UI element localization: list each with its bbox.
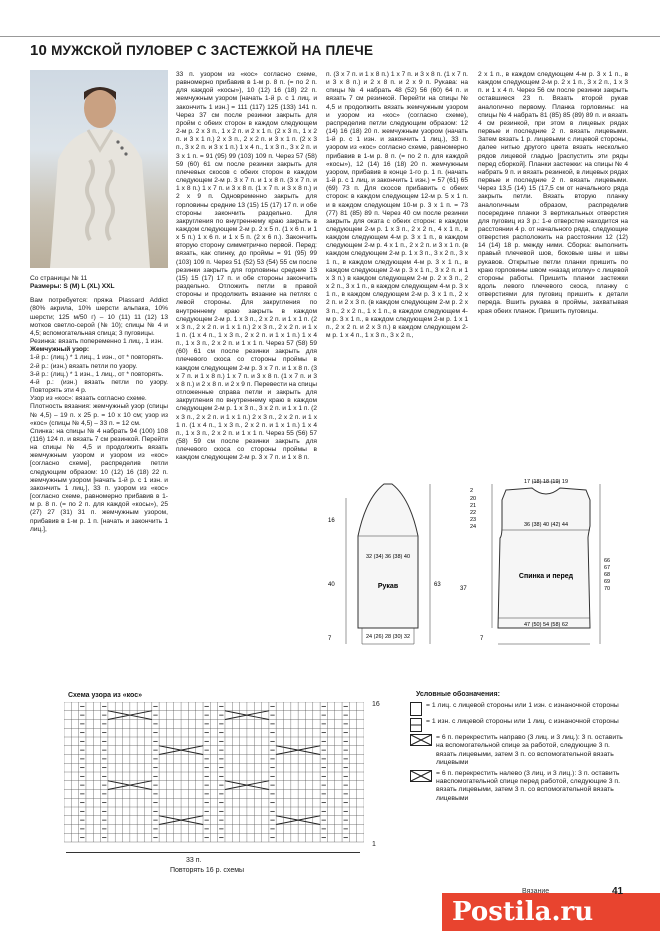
sleeve-dim: 7 — [328, 636, 332, 642]
body-label: Спинка и перед — [518, 573, 574, 580]
column-4: 2 х 1 п., в каждом следующем 4-м р. 3 х 1 п., в каждом следующем 2-м р. 2 х 1 п., 3 х 2 п., 1 х 3 п. и 1 х 4 п. Через 56 см после резинки закрыть оставшиеся 23 п. Вязать второй рукав аналогично первому. Планка горловины: на спицы № 4 набрать 81 (85) 85 (89) 89 п. и вязать 4 см резинкой, при этом в лицевых рядах первые и последние 2 п. вязать лицевыми. Затем вязать 1 р. лицевыми с лицевой стороны, далее нитью другого цвета вязать несколько рядов лицевой гладью [распустить эти ряды перед сборкой]. Планки застежки: на спицы № 4 набрать 9 п. и вязать резинкой, в лицевых рядах первые и последние 2 п. вязать лицевыми. Через 13,5 (14) 15 (17,5 см от начального ряда закрыть петли. Вязать вторую планку аналогичным образом, распределив посередине планки 3 вертикальных отверстия для пуговиц из 3 р.: 1-е отверстие находится на расстоянии 4 р. от начального ряда, следующие отверстия расположить на расстоянии 12 (12) 14 (14) 18 р. между ними. Сборка: выполнить правый плечевой шов, боковые швы и швы рукавов. Открытые петли планки пришить по краю горловины швом «назад иголку» с лицевой стороны работы. Пришить планки застежки вдоль левого плечевого скоса, планку с отверстиями для пуговиц пришить к детали переда. Вшить рукава в проймы, захватывая края обеих планок. Пришить пуговицы. — [478, 71, 628, 315]
knit-symbol-icon — [410, 702, 422, 716]
legend-item: = 1 лиц. с лицевой стороны или 1 изн. с изнаночной стороны — [410, 702, 630, 716]
column-2: 33 п. узором из «кос» согласно схеме, равномерно прибавив в 1-м р. 8 п. (= по 2 п. для каждой «косы»), 10 (12) 16 (18) 22 п. жемчужным узором [начать 1-й р. с 1 лиц. и закончить 1 изн.] = 111 (117) 125 (133) 141 п. Через 37 см после резинки закрыть для пройм с обеих сторон в каждом следующем 2-м р. 2 х 3 п., 1 х 2 п. и 2 х 1 п. (2 х 3 п., 1 х 2 п. и 3 х 1 п.) 2 х 3 п., 2 х 2 п. и 3 х 1 п. (2 х 3 п., 3 х 2 п. и 3 х 1 п.) 1 х 4 п., 1 х 3 п., 3 х 2 п. и 3 х 1 п. = 91 (95) 99 (103) 109 п. Через 57 (58) 59 (60) 61 см после резинки закрыть для плечевых скосов с обеих сторон в каждом следующем 2-м р. 3 х 7 п. и 1 х 8 п. (3 х 7 п. и 1 х 8 п.) 1 х 7 п. и 3 х 8 п. (1 х 7 п. и 3 х 8 п.) и 2 х 9 п. Одновременно закрыть для горловины средние 13 (15) 15 (17) 17 п. и обе стороны закончить раздельно. Для закругления по внутреннему краю закрыть в каждом следующем 2-м р. 2 х 5 п. (1 х 6 п. и 1 х 5 п.) 1 х 6 п. и 1 х 5 п. (2 х 6 п.). Закончить вторую сторону симметрично первой. Перед: вязать, как спинку, до проймы = 91 (95) 99 (103) 109 п. Через 51 (52) 53 (54) 55 см после резинки закрыть для горловины средние 13 (15) 15 (17) 17 п. и обе стороны закончить раздельно. Отложить петли в правой стороны и продолжить вязание на петлях с левой стороны. Для закругления по внутреннему краю закрыть в каждом следующем 2-м р. 1 х 3 п., 2 х 2 п. и 1 х 1 п. (2 х 3 п., 2 х 2 п. и 1 х 1 п.) 2 х 3 п., 2 х 2 п. и 1 х 1 п. (1 х 4 п., 1 х 3 п., 2 х 2 п. и 1 х 1 п.) 1 х 4 п., 1 х 3 п., 2 х 2 п. и 1 х 1 п. Через 57 (58) 59 (60) 61 см после резинки закрыть для плечевого скоса со стороны проймы в каждом следующем 2-м р. 3 х 7 п. и 1 х 8 п. (3 х 7 п. и 1 х 8 п.) 1 х 7 п. и 3 х 8 п. (1 х 7 п. и 3 х 8 п.) и 2 х 8 п. и 2 х 9 п. Перевести на спицы отложенные справа петли и закрыть для закругления по внутреннему краю в каждом следующем 2-м р. 1 х 3 п., 3 х 2 п. и 1 х 1 п. (2 х 3 п., 2 х 2 п. и 1 х 1 п.) 2 х 3 п., 2 х 2 п. и 1 х 1 п. (1 х 4 п., 1 х 3 п., 2 х 2 п. и 1 х 1 п.) 1 х 4 п., 1 х 3 п., 2 х 2 п. и 1 х 1 п. Через 55 (56) 57 (58) 59 см после резинки закрыть для плечевого скоса со стороны проймы в каждом следующем 2-м р. 3 х 7 п. и 1 х 8 п. — [176, 71, 317, 462]
chart-stitches: 33 п. — [186, 857, 202, 864]
body-dim: 23 — [470, 517, 477, 523]
chart-width-rule — [66, 852, 360, 853]
sleeve-dim: 16 — [328, 518, 335, 524]
purl-symbol-icon — [410, 718, 422, 732]
body-dim: 21 — [470, 503, 477, 509]
legend-title: Условные обозначения: — [416, 691, 500, 698]
page-title: 10 МУЖСКОЙ ПУЛОВЕР С ЗАСТЕЖКОЙ НА ПЛЕЧЕ — [30, 42, 374, 59]
cable-left-icon — [410, 770, 432, 782]
body-dim: 37 — [460, 586, 467, 592]
legend-item: = 1 изн. с лицевой стороны или 1 лиц. с изнаночной стороны — [410, 718, 630, 732]
sleeve-label: Рукав — [377, 583, 399, 590]
body-diagram — [452, 478, 632, 658]
chart-grid — [64, 702, 364, 842]
sleeve-diagram — [322, 478, 452, 658]
cable-right-icon — [410, 734, 432, 746]
legend — [410, 702, 630, 803]
body-dim: 24 — [470, 524, 477, 530]
body-dim: 70 — [604, 586, 611, 592]
body-dim: 17 (18) 18 (19) 19 — [523, 479, 569, 486]
model-photo — [30, 70, 168, 268]
body-dim: 66 — [604, 558, 611, 564]
body-dim: 47 (50) 54 (58) 62 — [523, 622, 569, 628]
body-dim: 67 — [604, 565, 611, 571]
chart-repeat: Повторять 16 р. схемы — [170, 867, 245, 874]
sleeve-dim: 40 — [328, 582, 335, 588]
body-dim: 69 — [604, 579, 611, 585]
page-number: 41 — [612, 886, 624, 897]
cable-chart — [64, 702, 364, 852]
magazine-name: Вязание — [522, 888, 550, 895]
sleeve-dim: 63 — [434, 582, 441, 588]
chart-row-bottom: 1 — [372, 841, 376, 848]
body-dim: 36 (38) 40 (42) 44 — [523, 522, 569, 528]
column-1: Со страницы № 11 Размеры: S (M) L (XL) XXL Вам потребуется: пряжа Plassard Addict (80% акрила, 10% шерсти альпака, 10% шерсти; 125 м/50 г) – 10 (11) 11 (12) 13 мотков светло-серой (№ 10); спицы № 4 и 4,5; вспомогательная спица; 3 пуговицы. Резинка: вязать попеременно 1 лиц., 1 изн. Жемчужный узор: 1-й р.: (лиц.) * 1 лиц., 1 изн., от * повторять. 2-й р.: (изн.) вязать петли по узору. 3-й р.: (лиц.) * 1 изн., 1 лиц., от * повторять. 4-й р.: (изн.) вязать петли по узору. Повторять эти 4 р. Узор из «кос»: вязать согласно схеме. Плотность вязания: жемчужный узор (спицы № 4,5) – 19 п. х 25 р. = 10 х 10 см; узор из «кос» (спицы № 4,5) – 33 п. = 12 см. Спинка: на спицы № 4 набрать 94 (100) 108 (116) 124 п. и вязать 7 см резинкой. Перейти на спицы № 4,5 и продолжить вязать жемчужным узором и узором из «кос» [согласно схеме], распределив петли следующим образом: 10 (12) 16 (18) 22 п. жемчужным узором [начать 1-й р. с 1 изн. и закончить 1 лиц.], 33 п. узором из «кос» [согласно схеме, равномерно прибавив в 1-м р. 8 п. (= по 2 п. для каждой «косы»), 25 (27) 27 (31) 31 п. жемчужным узором, прибавив в 1-м р. 1 п. [начать и закончить 1 лиц.], — [30, 275, 168, 533]
legend-item: = 6 п. перекрестить направо (3 лиц. и 3 лиц.): 3 п. оставить на вспомогательной спице за работой, следующие 3 п. вязать лицевыми, затем 3 п. со вспомогательной вязать лицевыми — [410, 734, 630, 768]
body-dim: 7 — [480, 636, 484, 642]
top-rule — [0, 36, 660, 37]
column-3: п. (3 х 7 п. и 1 х 8 п.) 1 х 7 п. и 3 х 8 п. (1 х 7 п. и 3 х 8 п.) и 2 х 8 п. и 2 х 9 п. Рукава: на спицы № 4 набрать 48 (52) 56 (60) 64 п. и вязать 7 см резинкой. Перейти на спицы № 4,5 и продолжить вязать жемчужным узором и узором из «кос» (согласно схеме), распределив петли следующим образом: 12 (14) 16 (18) 20 п. жемчужным узором (начать 1-й р. с 1 изн. и закончить 1 лиц.), 33 п. узором из «кос» согласно схеме, равномерно прибавив в 1-м р. 8 п. (= по 2 п. для каждой «косы»), 12 (14) 16 (18) 20 п. жемчужным узором, прибавив в конце 1-го р. 1 п. (начать 1-й р. с 1 лиц. и закончить 1 изн.) = 57 (61) 65 (69) 73 п. Для скосов прибавить с обеих сторон: в каждом следующем 12-м р. 5 х 1 п. и в каждом следующем 10-м р. 3 х 1 п. = 73 (77) 81 (85) 89 п. Через 40 см после резинки закрыть для оката с обеих сторон: в каждом следующем 2-м р. 1 х 3 п., 2 х 2 п., 4 х 1 п., в каждом следующем 4-м р. 3 х 1 п., в каждом следующем 2-м р. 4 х 1 п., 2 х 2 п. и 3 х 1 п. (в каждом следующем 2-м р. 1 х 3 п., 3 х 2 п., 3 х 1 п., в каждом следующем 4-м р. 3 х 1 п., в каждом следующем 2-м р. 3 х 1 п., 3 х 2 п. и 1 х 3 п.) в каждом следующем 2-м р. 2 х 3 п., 2 х 2 п., 3 х 1 п., в каждом следующем 4-м р. 3 х 1 п., в каждом следующем 2-м р. 3 х 1 п., 2 х 2 п. и 2 х 3 п. (в каждом следующем 2-м р. 2 х 3 п., 2 х 2 п., 1 х 1 п., в каждом следующем 4-м р. 3 х 1 п., в каждом следующем 2-м р. 1 х 1 п., 2 х 2 п. и 2 х 3 п.) в каждом следующем 2-м р. 1 х 4 п., 1 х 3 п., 3 х 2 п., — [326, 71, 468, 339]
chart-title: Схема узора из «кос» — [68, 692, 142, 699]
brand-text: Postila.ru — [452, 897, 594, 927]
chart-row-top: 16 — [372, 701, 380, 708]
body-dim: 68 — [604, 572, 611, 578]
body-dim: 22 — [470, 510, 477, 516]
body-dim: 2 — [470, 488, 474, 494]
sleeve-dim: 32 (34) 36 (38) 40 — [365, 554, 411, 560]
sleeve-dim: 24 (26) 28 (30) 32 — [365, 634, 411, 640]
body-dim: 20 — [470, 496, 477, 502]
legend-item: = 6 п. перекрестить налево (3 лиц. и 3 лиц.): 3 п. оставить навспомогательной спице перед работой, следующие 3 п. вязать лицевыми, затем 3 п. со вспомогательной вязать лицевыми — [410, 770, 630, 804]
